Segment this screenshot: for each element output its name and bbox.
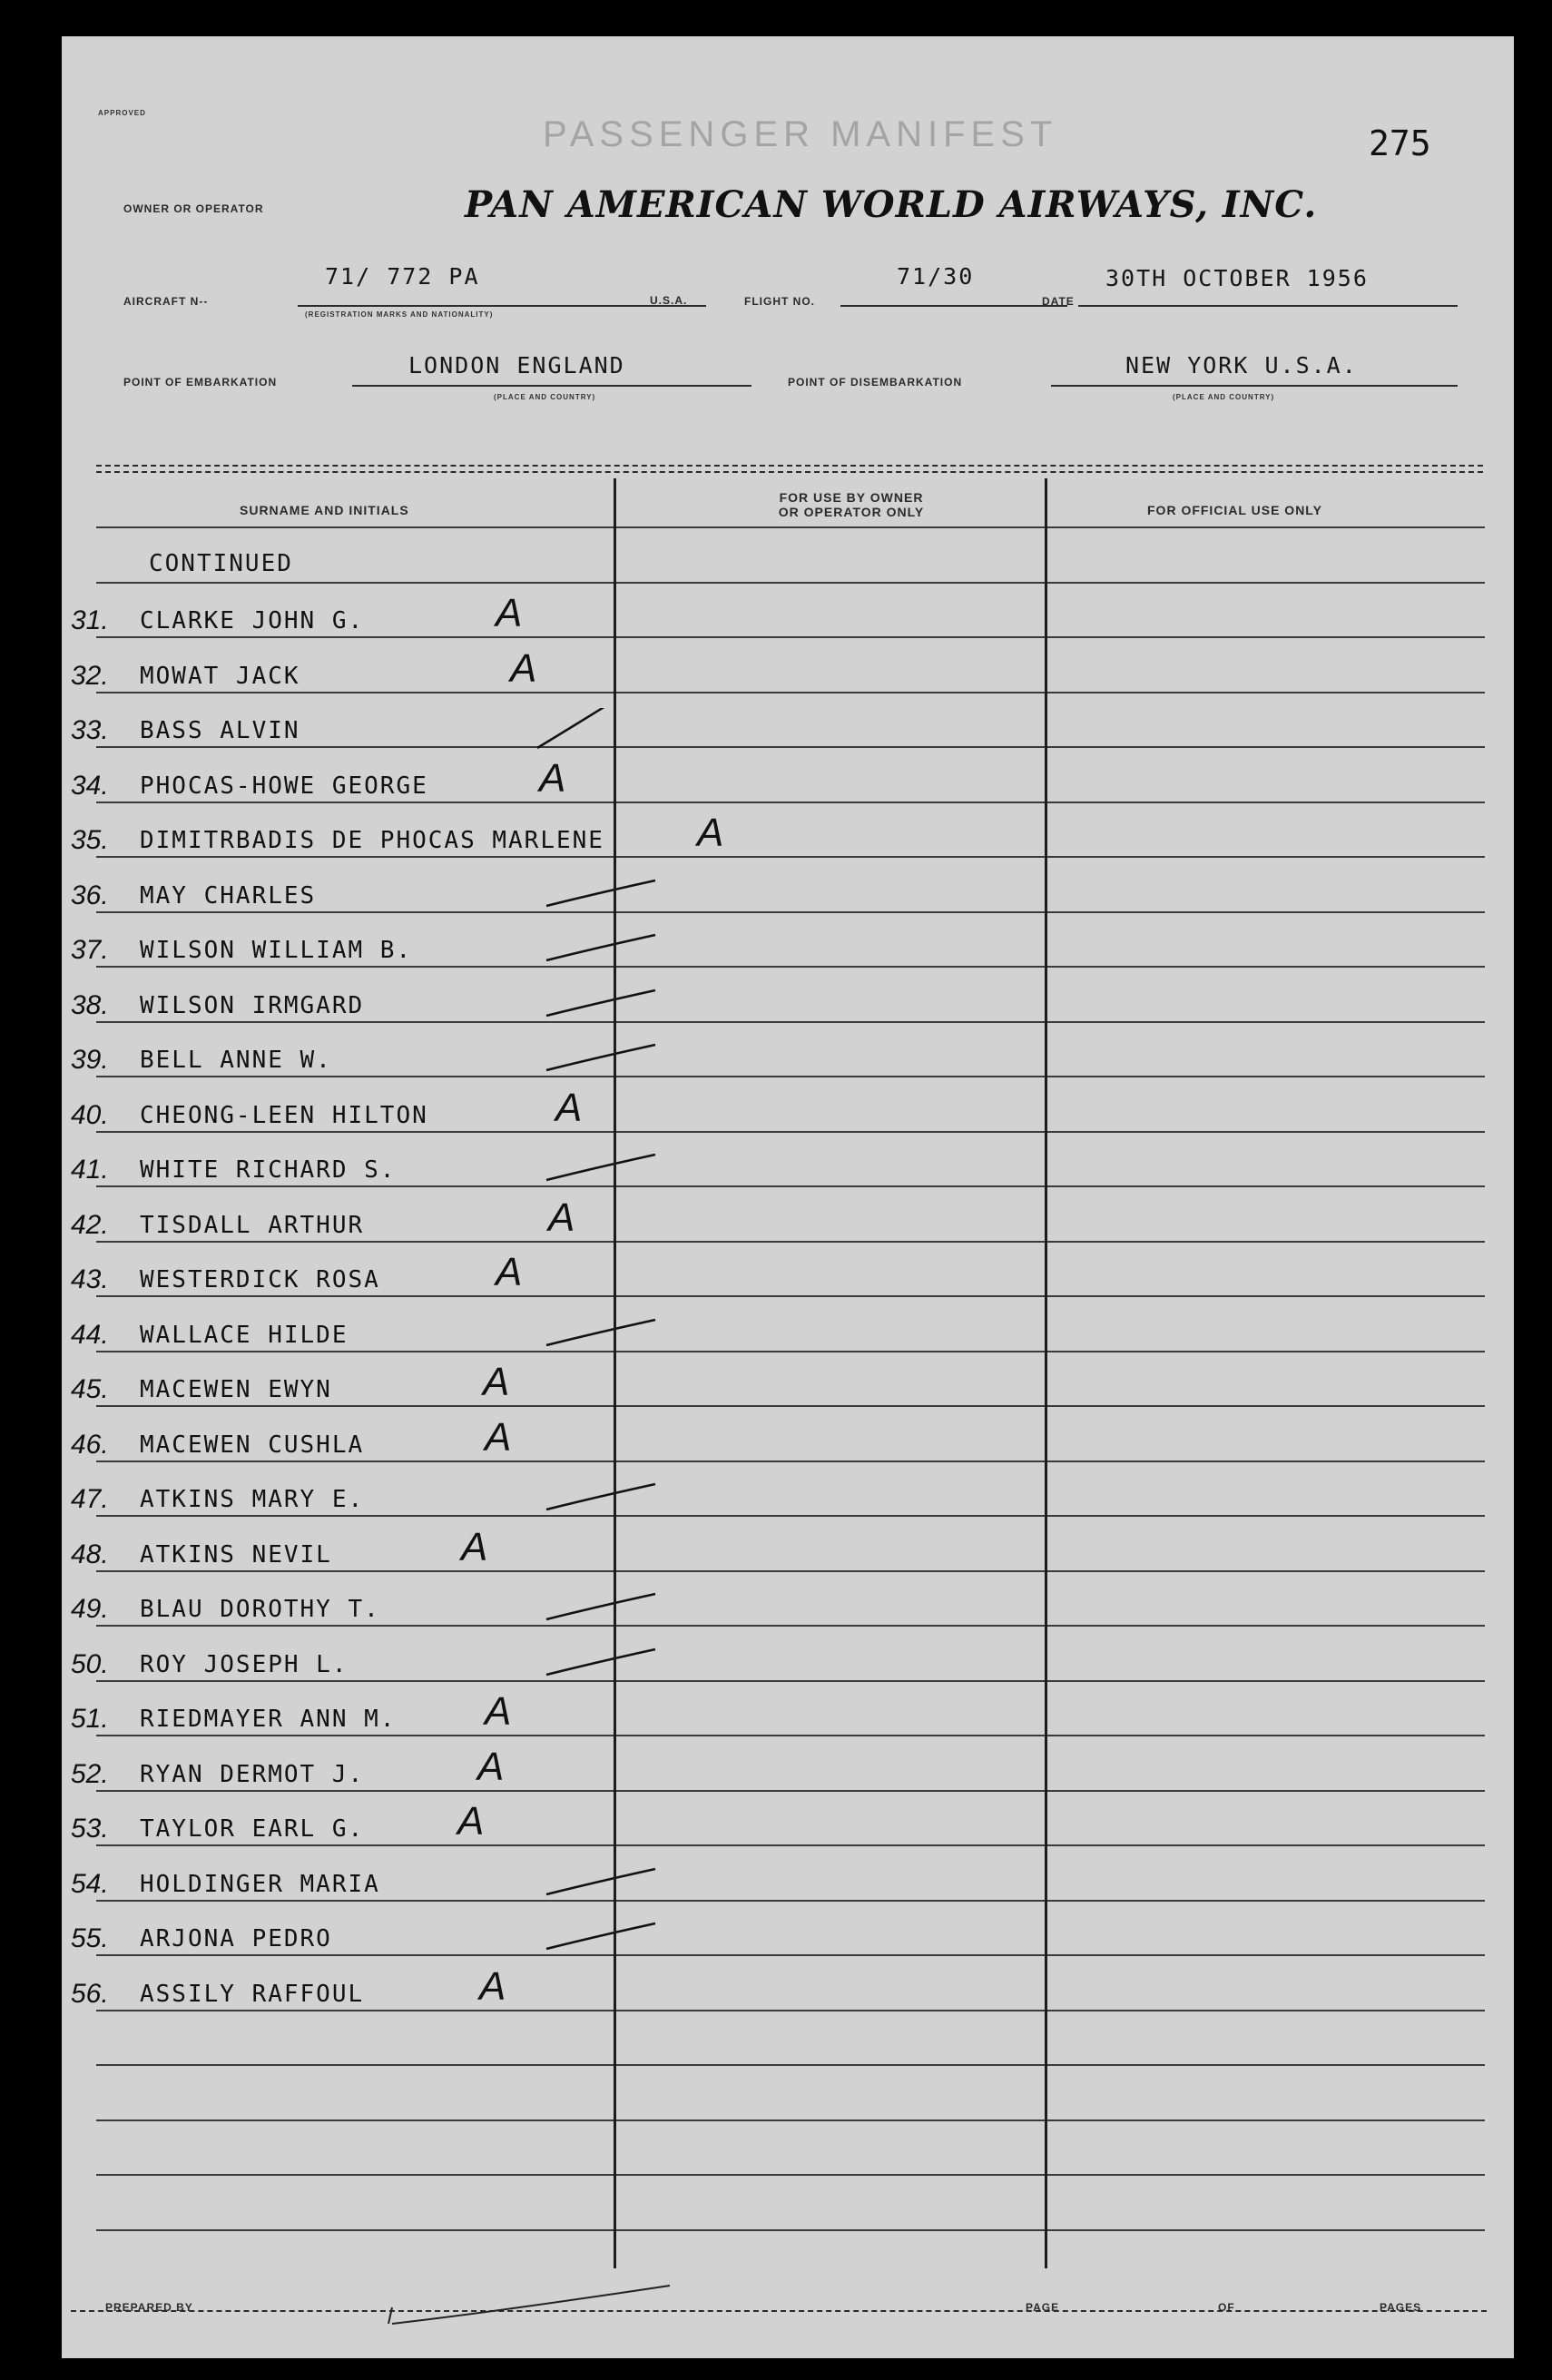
handwritten-slash-mark bbox=[543, 983, 661, 1028]
ruled-line bbox=[96, 746, 1485, 748]
handwritten-a-mark: A bbox=[485, 1689, 512, 1734]
passenger-number: 32. bbox=[71, 661, 109, 691]
embark-value: LONDON ENGLAND bbox=[408, 352, 625, 379]
ruled-line bbox=[96, 1185, 1485, 1187]
handwritten-a-mark: A bbox=[483, 1360, 510, 1404]
disembark-underline bbox=[1051, 385, 1458, 387]
double-rule-top bbox=[96, 465, 1483, 467]
handwritten-a-mark: A bbox=[555, 1086, 583, 1130]
passenger-name: MACEWEN CUSHLA bbox=[140, 1431, 365, 1459]
passenger-number: 44. bbox=[71, 1320, 109, 1350]
column-divider-1 bbox=[614, 478, 616, 2268]
passenger-name: ASSILY RAFFOUL bbox=[140, 1981, 365, 2008]
handwritten-slash-mark bbox=[543, 1038, 661, 1083]
aircraft-underline bbox=[298, 305, 706, 307]
passenger-name: ATKINS NEVIL bbox=[140, 1541, 332, 1569]
ruled-line bbox=[96, 1515, 1485, 1517]
col-owner-header-line2: OR OPERATOR ONLY bbox=[778, 505, 925, 519]
passenger-number: 46. bbox=[71, 1430, 109, 1460]
handwritten-a-mark: A bbox=[457, 1799, 485, 1844]
approved-stamp: APPROVED bbox=[98, 109, 146, 117]
passenger-name: WILSON WILLIAM B. bbox=[140, 937, 413, 964]
passenger-number: 56. bbox=[71, 1979, 109, 2009]
col-surname-header: SURNAME AND INITIALS bbox=[240, 503, 409, 517]
disembark-caption: (PLACE AND COUNTRY) bbox=[1173, 393, 1275, 401]
passenger-number: 55. bbox=[71, 1923, 109, 1953]
handwritten-slash-mark bbox=[543, 1477, 661, 1522]
ruled-line bbox=[96, 2229, 1485, 2231]
handwritten-a-mark: A bbox=[461, 1525, 488, 1569]
continued-label: CONTINUED bbox=[149, 550, 293, 577]
date-underline bbox=[1078, 305, 1458, 307]
handwritten-a-mark: A bbox=[479, 1964, 506, 2009]
passenger-number: 31. bbox=[71, 605, 109, 635]
ruled-line bbox=[96, 1131, 1485, 1133]
col-official-header: FOR OFFICIAL USE ONLY bbox=[1147, 503, 1322, 517]
form-title: PASSENGER MANIFEST bbox=[543, 114, 1058, 154]
handwritten-slash-mark bbox=[543, 1313, 661, 1358]
col-owner-header-line1: FOR USE BY OWNER bbox=[779, 490, 924, 505]
passenger-number: 38. bbox=[71, 990, 109, 1020]
handwritten-slash-mark bbox=[543, 928, 661, 973]
passenger-number: 53. bbox=[71, 1814, 109, 1844]
passenger-name: DIMITRBADIS DE PHOCAS MARLENE bbox=[140, 827, 604, 854]
ruled-line bbox=[96, 1790, 1485, 1792]
passenger-name: WALLACE HILDE bbox=[140, 1322, 349, 1349]
column-divider-2 bbox=[1045, 478, 1047, 2268]
passenger-number: 34. bbox=[71, 771, 109, 801]
passenger-name: TAYLOR EARL G. bbox=[140, 1815, 365, 1843]
aircraft-label: AIRCRAFT N-- bbox=[123, 295, 209, 308]
passenger-name: ATKINS MARY E. bbox=[140, 1486, 365, 1513]
ruled-line bbox=[96, 2064, 1485, 2066]
ruled-line bbox=[96, 636, 1485, 638]
passenger-number: 36. bbox=[71, 880, 109, 910]
ruled-line bbox=[96, 1460, 1485, 1462]
disembark-label: POINT OF DISEMBARKATION bbox=[788, 376, 963, 388]
page-number: 275 bbox=[1369, 123, 1431, 163]
ruled-line bbox=[96, 802, 1485, 803]
handwritten-a-mark: A bbox=[539, 756, 566, 801]
flight-underline bbox=[840, 305, 1067, 307]
ruled-line bbox=[96, 966, 1485, 968]
disembark-value: NEW YORK U.S.A. bbox=[1125, 352, 1358, 379]
passenger-number: 50. bbox=[71, 1649, 109, 1679]
usa-label: U.S.A. bbox=[650, 294, 688, 307]
handwritten-a-mark: A bbox=[496, 591, 523, 635]
ruled-line bbox=[96, 692, 1485, 693]
passenger-number: 42. bbox=[71, 1210, 109, 1240]
passenger-number: 47. bbox=[71, 1484, 109, 1514]
passenger-number: 48. bbox=[71, 1539, 109, 1569]
ruled-line bbox=[96, 1570, 1485, 1572]
embark-label: POINT OF EMBARKATION bbox=[123, 376, 278, 388]
embark-caption: (PLACE AND COUNTRY) bbox=[494, 393, 596, 401]
passenger-name: WHITE RICHARD S. bbox=[140, 1156, 397, 1184]
handwritten-slash-mark bbox=[543, 1916, 661, 1962]
passenger-number: 51. bbox=[71, 1704, 109, 1734]
manifest-sheet bbox=[62, 36, 1514, 2358]
pages-label: PAGES bbox=[1380, 2301, 1422, 2314]
passenger-name: MAY CHARLES bbox=[140, 882, 317, 910]
ruled-line bbox=[96, 1351, 1485, 1352]
passenger-name: TISDALL ARTHUR bbox=[140, 1212, 365, 1239]
flight-label: FLIGHT NO. bbox=[744, 295, 815, 308]
double-rule-bottom bbox=[96, 471, 1483, 473]
passenger-number: 45. bbox=[71, 1374, 109, 1404]
handwritten-slash-mark bbox=[543, 1642, 661, 1687]
ruled-line bbox=[96, 2174, 1485, 2176]
handwritten-a-mark: A bbox=[496, 1250, 523, 1294]
passenger-name: BASS ALVIN bbox=[140, 717, 300, 744]
passenger-number: 39. bbox=[71, 1045, 109, 1075]
page-label: PAGE bbox=[1026, 2301, 1060, 2314]
passenger-number: 40. bbox=[71, 1100, 109, 1130]
ruled-line bbox=[96, 1844, 1485, 1846]
handwritten-a-mark: A bbox=[510, 646, 537, 691]
passenger-name: PHOCAS-HOWE GEORGE bbox=[140, 772, 428, 800]
registration-caption: (REGISTRATION MARKS AND NATIONALITY) bbox=[305, 310, 494, 319]
passenger-number: 49. bbox=[71, 1594, 109, 1624]
ruled-line bbox=[96, 1021, 1485, 1023]
passenger-number: 33. bbox=[71, 715, 109, 745]
handwritten-slash-mark bbox=[543, 1587, 661, 1632]
ruled-line bbox=[96, 1735, 1485, 1736]
ruled-line bbox=[96, 1954, 1485, 1956]
ruled-line bbox=[96, 1241, 1485, 1243]
handwritten-a-mark: A bbox=[697, 811, 724, 855]
passenger-number: 54. bbox=[71, 1869, 109, 1899]
handwritten-slash-mark bbox=[543, 1147, 661, 1193]
col-owner-header bbox=[733, 490, 969, 519]
passenger-name: ARJONA PEDRO bbox=[140, 1925, 332, 1952]
passenger-number: 37. bbox=[71, 935, 109, 965]
flight-number: 71/30 bbox=[897, 263, 975, 290]
passenger-name: WESTERDICK ROSA bbox=[140, 1266, 380, 1293]
aircraft-value: 71/ 772 PA bbox=[325, 263, 480, 290]
ruled-line bbox=[96, 1625, 1485, 1627]
date-value: 30TH OCTOBER 1956 bbox=[1105, 265, 1369, 291]
handwritten-slash-mark bbox=[534, 708, 652, 753]
date-label: DATE bbox=[1042, 295, 1075, 308]
handwritten-a-mark: A bbox=[548, 1195, 575, 1240]
passenger-name: RYAN DERMOT J. bbox=[140, 1761, 365, 1788]
embark-underline bbox=[352, 385, 751, 387]
passenger-name: MOWAT JACK bbox=[140, 663, 300, 690]
footer-rule bbox=[71, 2310, 1487, 2312]
passenger-name: WILSON IRMGARD bbox=[140, 992, 365, 1019]
ruled-line bbox=[96, 526, 1485, 528]
ruled-line bbox=[96, 582, 1485, 584]
ruled-line bbox=[96, 1076, 1485, 1077]
passenger-name: BLAU DOROTHY T. bbox=[140, 1596, 380, 1623]
ruled-line bbox=[96, 1900, 1485, 1902]
passenger-name: CLARKE JOHN G. bbox=[140, 607, 365, 634]
passenger-name: HOLDINGER MARIA bbox=[140, 1871, 380, 1898]
ruled-line bbox=[96, 2119, 1485, 2121]
ruled-line bbox=[96, 1295, 1485, 1297]
passenger-name: CHEONG-LEEN HILTON bbox=[140, 1102, 428, 1129]
passenger-name: MACEWEN EWYN bbox=[140, 1376, 332, 1403]
handwritten-slash-mark bbox=[543, 1862, 661, 1907]
passenger-number: 43. bbox=[71, 1264, 109, 1294]
of-label: OF bbox=[1218, 2301, 1235, 2314]
prepared-signature bbox=[379, 2277, 688, 2331]
passenger-name: BELL ANNE W. bbox=[140, 1047, 332, 1074]
handwritten-slash-mark bbox=[543, 873, 661, 919]
company-name: PAN AMERICAN WORLD AIRWAYS, INC. bbox=[465, 183, 1318, 226]
ruled-line bbox=[96, 2010, 1485, 2011]
passenger-number: 52. bbox=[71, 1759, 109, 1789]
ruled-line bbox=[96, 1405, 1485, 1407]
handwritten-a-mark: A bbox=[477, 1745, 505, 1789]
prepared-label: PREPARED BY bbox=[105, 2301, 193, 2314]
passenger-name: ROY JOSEPH L. bbox=[140, 1651, 349, 1678]
ruled-line bbox=[96, 856, 1485, 858]
owner-label: OWNER OR OPERATOR bbox=[123, 202, 264, 215]
passenger-number: 35. bbox=[71, 825, 109, 855]
ruled-line bbox=[96, 1680, 1485, 1682]
ruled-line bbox=[96, 911, 1485, 913]
passenger-name: RIEDMAYER ANN M. bbox=[140, 1706, 397, 1733]
passenger-number: 41. bbox=[71, 1155, 109, 1185]
handwritten-a-mark: A bbox=[485, 1415, 512, 1460]
